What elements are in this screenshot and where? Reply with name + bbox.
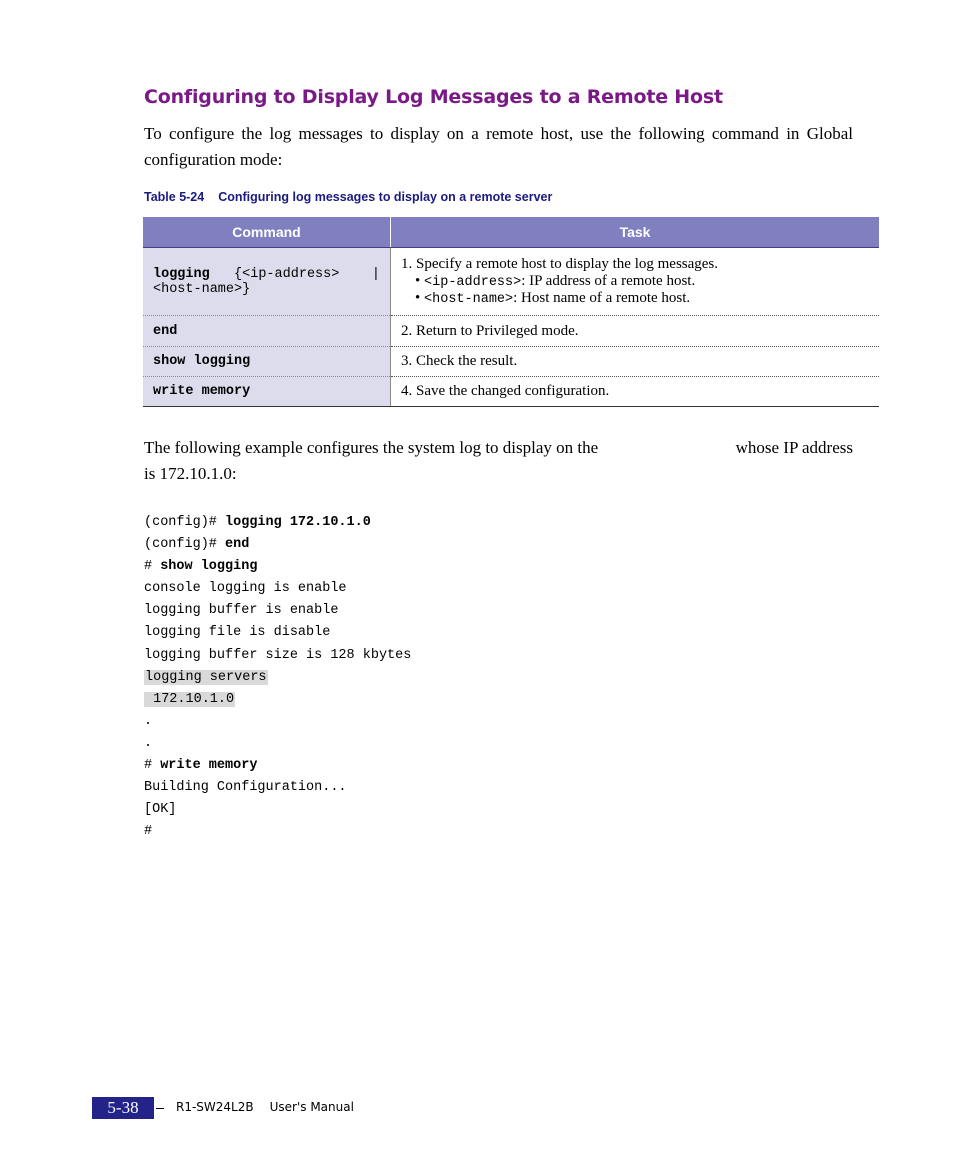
example-paragraph [144, 435, 853, 487]
command-line [153, 267, 380, 282]
task-bullet: • <host-name>: Host name of a remote host. [415, 290, 691, 307]
table-caption-title: Configuring log messages to display on a remote server [218, 190, 553, 204]
footer-rule [156, 1108, 164, 1109]
command-keyword: show logging [153, 354, 251, 369]
command-keyword: logging [153, 266, 210, 282]
code-line-highlighted: logging servers [145, 669, 267, 685]
table-header-row [143, 217, 879, 248]
code-line: logging file is disable [144, 625, 331, 641]
command-cell [143, 316, 391, 347]
code-example [144, 512, 411, 843]
command-cell [143, 248, 391, 316]
code-line: logging buffer is enable [144, 603, 339, 619]
table-row [143, 347, 879, 377]
task-cell: 3. Check the result. [391, 347, 880, 377]
code-line: . [144, 713, 153, 729]
code-line: console logging is enable [144, 581, 347, 597]
code-line: # show logging [144, 559, 258, 575]
code-line: Building Configuration... [144, 780, 347, 796]
code-line: logging buffer size is 128 kbytes [144, 647, 412, 663]
footer-manual: User's Manual [269, 1100, 354, 1114]
table-row [143, 248, 879, 316]
command-args: {<ip-address> [234, 266, 340, 282]
header-command: Command [143, 217, 391, 248]
header-task: Task [391, 217, 880, 248]
command-table [143, 217, 879, 407]
command-keyword: write memory [153, 384, 251, 399]
footer-text [176, 1100, 354, 1114]
bullet-code: <ip-address> [424, 275, 522, 290]
task-cell: 4. Save the changed configuration. [391, 377, 880, 407]
task-bullet: • <ip-address>: IP address of a remote host. [415, 273, 696, 290]
code-line: # write memory [144, 758, 258, 774]
code-line: (config)# logging 172.10.1.0 [144, 515, 371, 530]
section-heading: Configuring to Display Log Messages to a Remote Host [144, 86, 723, 108]
bullet-code: <host-name> [424, 292, 514, 307]
table-caption-number: Table 5-24 [144, 190, 205, 204]
command-separator: | [371, 266, 380, 282]
intro-paragraph: To configure the log messages to display on a remote host, use the following command in Global configuration mode: [144, 124, 853, 169]
task-cell [391, 248, 880, 316]
page-number-badge: 5-38 [92, 1097, 154, 1119]
example-text-line2: is 172.10.1.0: [144, 464, 237, 483]
task-cell: 2. Return to Privileged mode. [391, 316, 880, 347]
bullet-text: : Host name of a remote host. [513, 290, 691, 306]
command-args-continued: <host-name>} [153, 281, 251, 297]
code-line-highlighted: 172.10.1.0 [145, 691, 235, 707]
command-cell [143, 347, 391, 377]
bullet-text: : IP address of a remote host. [521, 273, 696, 289]
code-line: (config)# end [144, 537, 250, 553]
command-cell [143, 377, 391, 407]
footer-product: R1-SW24L2B [176, 1100, 254, 1114]
code-line: # [144, 824, 153, 840]
example-text-after: whose IP address [735, 438, 853, 457]
code-line: . [144, 735, 153, 751]
table-row [143, 316, 879, 347]
task-text: 1. Specify a remote host to display the log messages. [401, 256, 719, 272]
example-text-before: The following example configures the system log to display on the [144, 438, 599, 457]
code-line: [OK] [144, 802, 177, 818]
command-keyword: end [153, 323, 178, 339]
table-row [143, 377, 879, 407]
table-caption [144, 190, 552, 204]
